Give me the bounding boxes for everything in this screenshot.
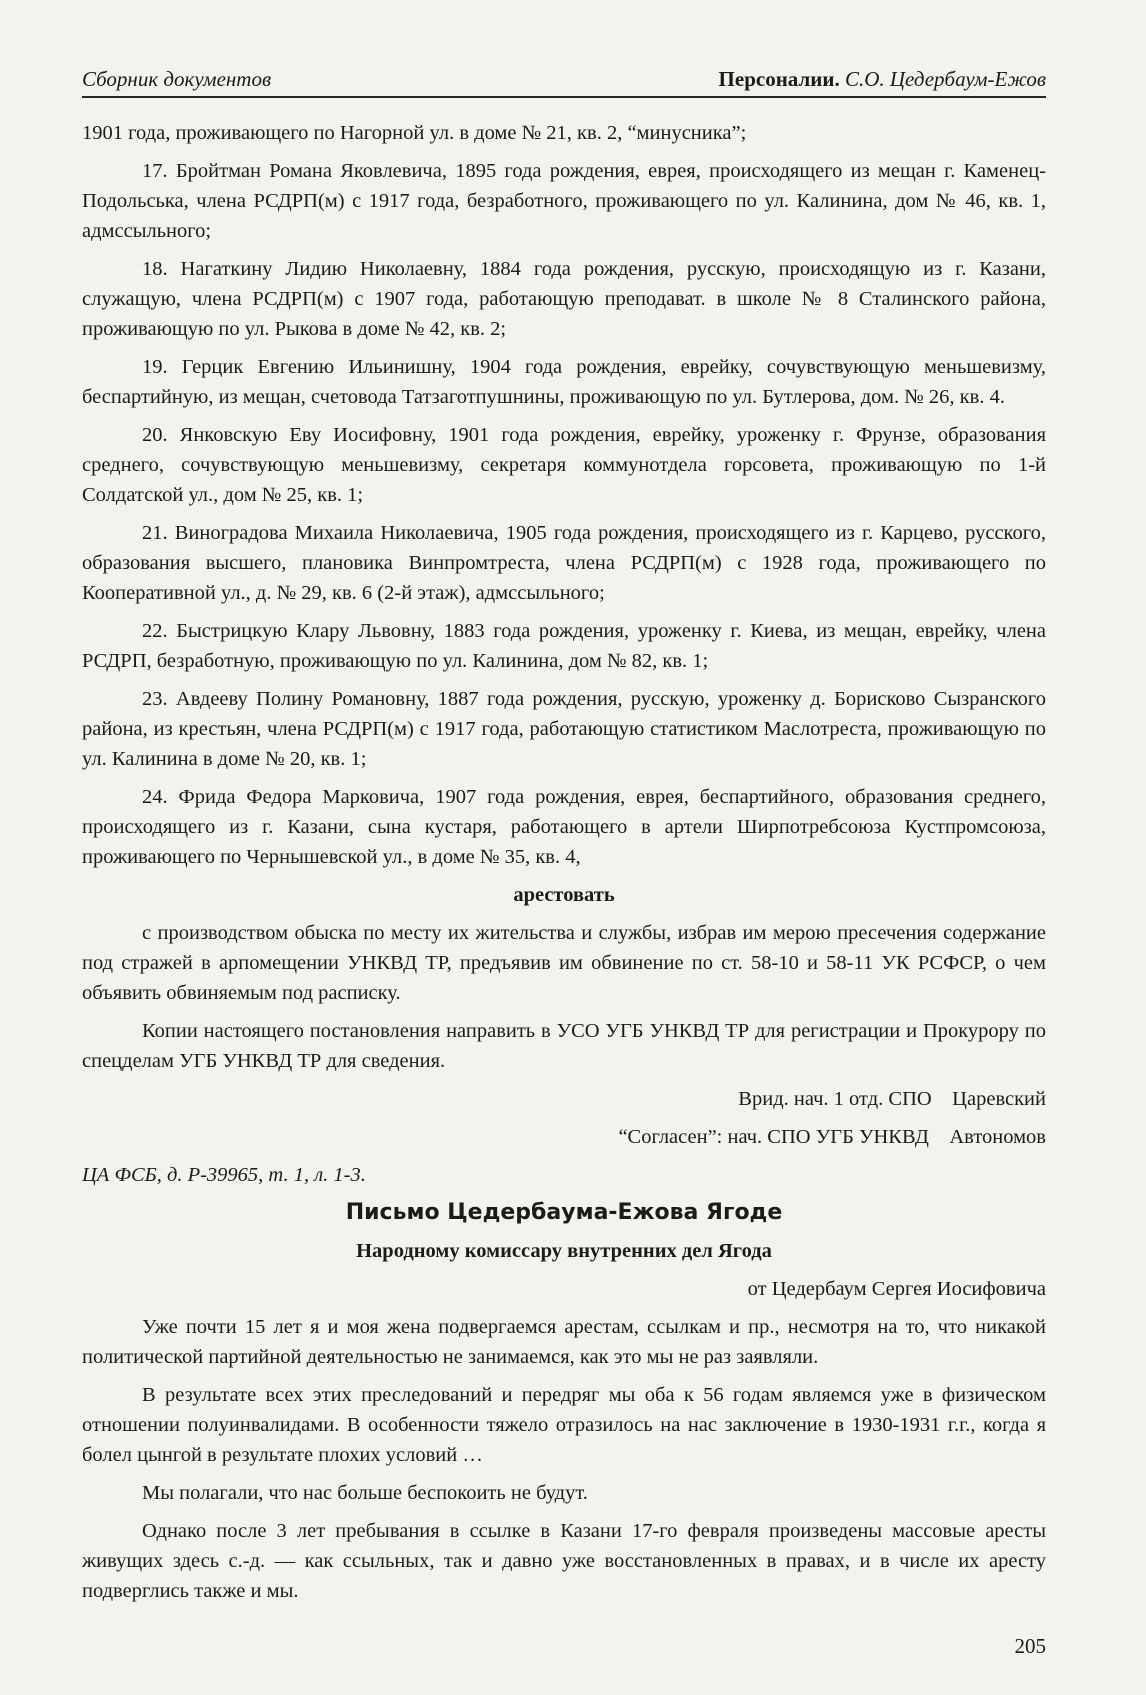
letter-paragraph: Однако после 3 лет пребывания в ссылке в Казани 17-го февраля произведены массовые аресты живущих здесь с.-д. — как ссыльных, так и давно уже восстановленных в правах, и в числе их аресту подверглись также и мы. [82, 1520, 1046, 1602]
header-collection-title: Сборник документов [82, 67, 272, 91]
letter-paragraph: Мы полагали, что нас больше беспокоить не будут. [142, 1482, 588, 1504]
arrest-heading: арестовать [513, 884, 615, 906]
list-item: 1901 года, проживающего по Нагорной ул. в доме № 21, кв. 2, “минусника”; [82, 122, 747, 144]
letter-addressee: Народному комиссару внутренних дел Ягода [356, 1240, 772, 1262]
list-item: 23. Авдееву Полину Романовну, 1887 года рождения, русскую, уроженку д. Борисково Сызранского района, из крестьян, члена РСДРП(м) с 1917 года, работающую статистиком Маслотреста, проживающую по ул. Калинина в доме № 20, кв. 1; [82, 688, 1046, 770]
signature-line: “Согласен”: нач. СПО УГБ УНКВД Автономов [618, 1126, 1046, 1148]
letter-title: Письмо Цедербаума-Ежова Ягоде [345, 1200, 783, 1225]
letter-paragraph: В результате всех этих преследований и передряг мы оба к 56 годам являемся уже в физическом отношении полуинвалидами. В особенности тяжело отразилось на нас заключение в 1930-1931 г.г., когда я болел цынгой в результате плохих условий … [82, 1384, 1046, 1466]
list-item: 17. Бройтман Романа Яковлевича, 1895 года рождения, еврея, происходящего из мещан г. Каменец-Подольська, члена РСДРП(м) с 1917 года, безработного, проживающего по ул. Калинина, дом № 46, кв. 1, адмссыльного; [82, 160, 1046, 242]
letter-paragraph: Уже почти 15 лет я и моя жена подвергаемся арестам, ссылкам и пр., несмотря на то, что никакой политической партийной деятельностью не занимаемся, как это мы не раз заявляли. [82, 1316, 1046, 1368]
header-section-label: Персоналии. [718, 67, 840, 91]
list-item: 20. Янковскую Еву Иосифовну, 1901 года рождения, еврейку, уроженку г. Фрунзе, образования среднего, сочувствующую меньшевизму, секретаря коммунотдела горсовета, проживающую по 1-й Солдатской ул., дом № 25, кв. 1; [82, 424, 1046, 506]
signature-line: Врид. нач. 1 отд. СПО Царевский [738, 1088, 1046, 1110]
archive-reference: ЦА ФСБ, д. Р-39965, т. 1, л. 1-3. [82, 1164, 366, 1186]
page-body [82, 118, 1046, 1614]
list-item: 18. Нагаткину Лидию Николаевну, 1884 года рождения, русскую, происходящую из г. Казани, служащую, члена РСДРП(м) с 1907 года, работающую преподават. в школе № 8 Сталинского района, проживающую по ул. Рыкова в доме № 42, кв. 2; [82, 258, 1046, 340]
list-item: 22. Быстрицкую Клару Львовну, 1883 года рождения, уроженку г. Киева, из мещан, еврейку, члена РСДРП, безработную, проживающую по ул. Калинина, дом № 82, кв. 1; [82, 620, 1046, 672]
running-header [82, 64, 1046, 98]
header-person-name: С.О. Цедербаум-Ежов [844, 67, 1046, 91]
list-item: 21. Виноградова Михаила Николаевича, 1905 года рождения, происходящего из г. Карцево, русского, образования высшего, плановика Винпромтреста, члена РСДРП(м) с 1928 года, проживающего по Кооперативной ул., д. № 29, кв. 6 (2-й этаж), адмссыльного; [82, 522, 1046, 604]
decision-paragraph: Копии настоящего постановления направить в УСО УГБ УНКВД ТР для регистрации и Прокурору по спецделам УГБ УНКВД ТР для сведения. [82, 1020, 1046, 1072]
list-item: 19. Герцик Евгению Ильинишну, 1904 года рождения, еврейку, сочувствующую меньшевизму, беспартийную, из мещан, счетовода Татзаготпушнины, проживающую по ул. Бутлерова, дом. № 26, кв. 4. [82, 356, 1046, 408]
letter-sender: от Цедербаум Сергея Иосифовича [747, 1278, 1046, 1300]
decision-paragraph: с производством обыска по месту их жительства и службы, избрав им мерою пресечения содержание под стражей в арпомещении УНКВД ТР, предъявив им обвинение по ст. 58-10 и 58-11 УК РСФСР, о чем объявить обвиняемым под расписку. [82, 922, 1046, 1004]
page-number: 205 [1014, 1634, 1046, 1658]
header-section-title [719, 67, 1046, 92]
list-item: 24. Фрида Федора Марковича, 1907 года рождения, еврея, беспартийного, образования среднего, происходящего из г. Казани, сына кустаря, работающего в артели Ширпотребсоюза Кустпромсоюза, проживающего по Чернышевской ул., в доме № 35, кв. 4, [82, 786, 1046, 868]
